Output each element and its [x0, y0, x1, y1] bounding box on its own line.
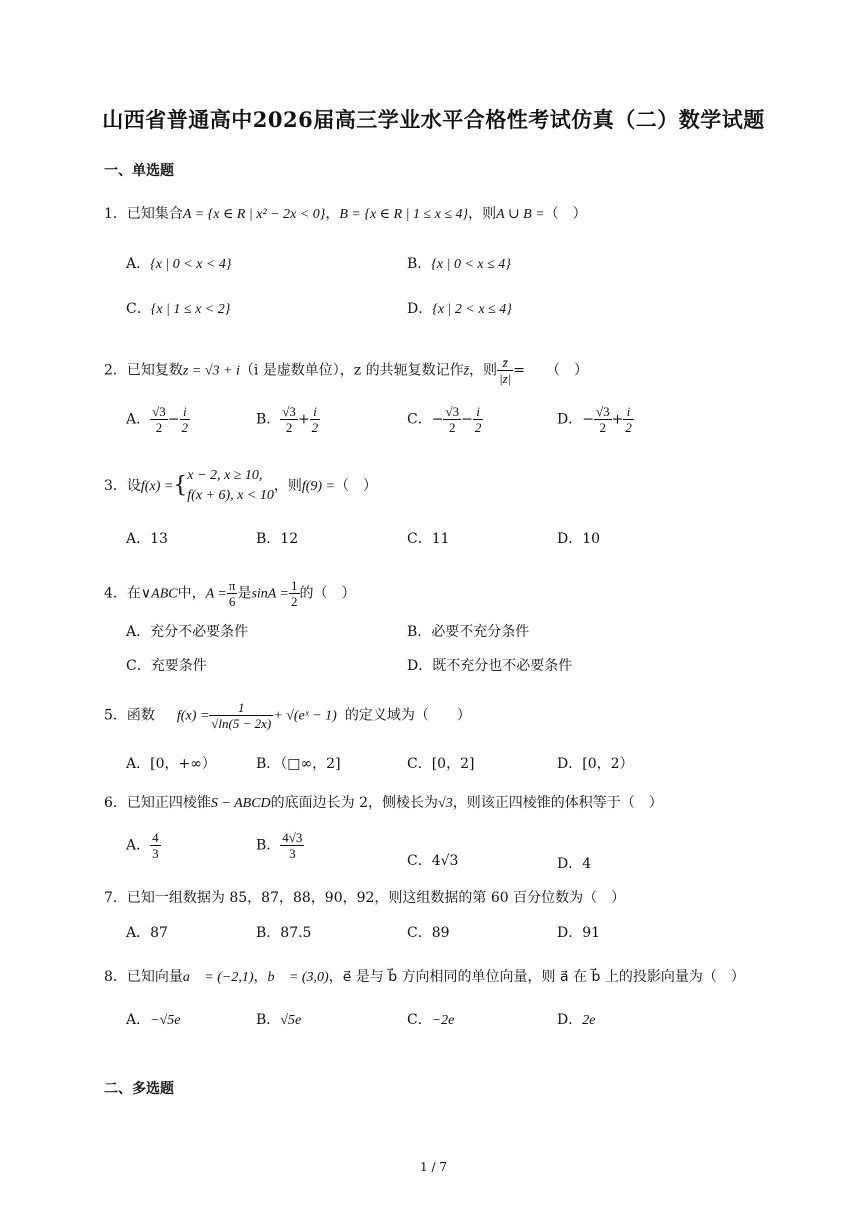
- ratio-fraction: $\frac{z̄}{|z|}$: [499, 355, 512, 386]
- q4-option-b: B．必要不充分条件: [407, 624, 530, 640]
- q5-option-c: C．[0，2]: [407, 756, 475, 772]
- question-4-stem: 4．在∨ABC中，A = $\frac{\pi}{6}$ 是sinA = $\frac{1}{2}$ 的（ ）: [104, 578, 356, 609]
- page-title: 山西省普通高中2026届高三学业水平合格性考试仿真（二）数学试题: [102, 107, 765, 132]
- q6-option-d: D．4: [557, 856, 592, 872]
- q4-option-c: C．充要条件: [126, 658, 207, 674]
- set-b-expression: B = {x ∈ R | 1 ≤ x ≤ 4}: [339, 207, 469, 222]
- q7-option-a: A．87: [126, 925, 168, 941]
- page-number: 1 / 7: [420, 1160, 447, 1174]
- piecewise-f-label: f(x) =: [140, 479, 174, 494]
- q4-option-a: A．充分不必要条件: [126, 624, 249, 640]
- q8-option-b: B．√5e⃗: [256, 1012, 313, 1028]
- q3-option-c: C．11: [407, 531, 450, 547]
- q7-option-d: D．91: [557, 925, 601, 941]
- q1-option-d: D．{x | 2 < x ≤ 4}: [407, 301, 512, 317]
- q6-option-c: C．4√3: [407, 853, 459, 869]
- section-heading-single-choice: 一、单选题: [104, 163, 174, 179]
- union-expression: A ∪ B =: [496, 207, 545, 222]
- q7-option-c: C．89: [407, 925, 450, 941]
- piecewise-cases: x − 2, x ≥ 10, f(x + 6), x < 10: [187, 468, 274, 503]
- q6-option-b: B． $\frac{4√3}{3}$: [256, 830, 303, 861]
- question-1-stem: 1．已知集合A = {x ∈ R | x² − 2x < 0}，B = {x ∈ R | 1 ≤ x ≤ 4}，则A ∪ B =（ ）: [104, 206, 587, 222]
- question-5-stem: 5．函数 f(x) = $\frac{1}{√\ln(5 - 2x)}$ + √(eˣ − 1) 的定义域为（ ）: [104, 700, 471, 731]
- q3-option-b: B．12: [256, 531, 299, 547]
- q8-option-a: A．−√5e⃗: [126, 1012, 192, 1028]
- q3-option-d: D．10: [557, 531, 601, 547]
- set-a-expression: A = {x ∈ R | x² − 2x < 0}: [182, 207, 326, 222]
- complex-z-expression: z = √3 + i: [182, 363, 240, 379]
- q1-option-c: C．{x | 1 ≤ x < 2}: [126, 301, 231, 317]
- q7-option-b: B．87.5: [256, 925, 312, 941]
- q4-option-d: D．既不充分也不必要条件: [407, 658, 573, 674]
- question-6-stem: 6．已知正四棱锥S − ABCD的底面边长为 2，侧棱长为√3，则该正四棱锥的体积等于（ ）: [104, 795, 663, 811]
- q2-option-b: B． $\frac{√3}{2}$ + $\frac{i}{2}$: [256, 404, 319, 435]
- q3-option-a: A．13: [126, 531, 168, 547]
- question-7-stem: 7．已知一组数据为 85，87，88，90，92，则这组数据的第 60 百分位数为（ ）: [104, 890, 626, 906]
- conjugate-symbol: z̄: [463, 363, 470, 379]
- question-3-stem: 3．设f(x) ={ x − 2, x ≥ 10, f(x + 6), x < 10 ，则f(9) =（ ）: [104, 466, 377, 506]
- section-heading-multiple-choice: 二、多选题: [104, 1081, 174, 1097]
- q5-option-d: D．[0，2）: [557, 756, 634, 772]
- q2-option-c: C．− $\frac{√3}{2}$ − $\frac{i}{2}$: [407, 404, 482, 435]
- question-8-stem: 8．已知向量a⃗ = (−2,1)，b⃗ = (3,0)，e⃗ 是与 b⃗ 方向相同的单位向量，则 a⃗ 在 b⃗ 上的投影向量为（ ）: [104, 969, 745, 985]
- question-2-stem: 2．已知复数z = √3 + i（i 是虚数单位），z 的共轭复数记作z̄，则 $\frac{z̄}{|z|}$ = （ ）: [104, 355, 589, 386]
- q2-option-a: A． $\frac{√3}{2}$ − $\frac{i}{2}$: [126, 404, 188, 435]
- q8-option-c: C．−2e⃗: [407, 1012, 466, 1028]
- q1-option-b: B．{x | 0 < x ≤ 4}: [407, 256, 511, 272]
- q6-option-a: A． $\frac{4}{3}$: [126, 830, 159, 861]
- q2-option-d: D．− $\frac{√3}{2}$ + $\frac{i}{2}$: [557, 404, 632, 435]
- q5-option-b: B．（□∞，2]: [256, 756, 341, 772]
- q5-option-a: A．[0，+∞）: [126, 756, 216, 772]
- q8-option-d: D．2e⃗: [557, 1012, 607, 1028]
- q1-option-a: A．{x | 0 < x < 4}: [126, 256, 232, 272]
